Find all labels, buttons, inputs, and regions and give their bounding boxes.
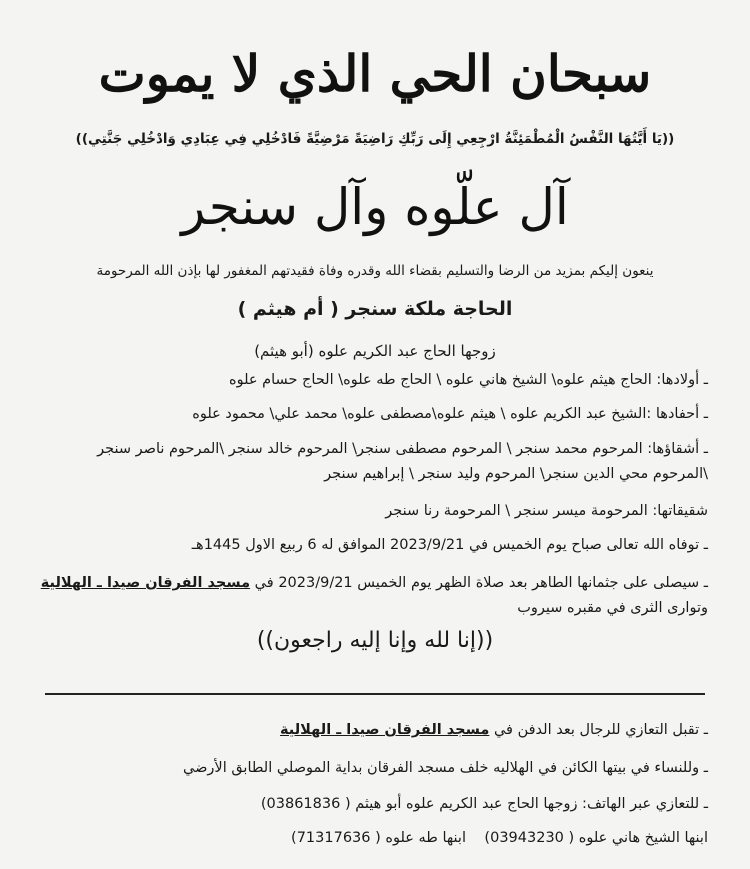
quran-phrase: ((إنا لله وإنا إليه راجعون)) <box>256 628 494 653</box>
funeral-text: ـ سيصلى على جثمانها الطاهر بعد صلاة الظهر يوم الخميس 2023/9/21 في <box>250 575 708 591</box>
condolence-women-line: ـ وللنساء في بيتها الكائن في الهلاليه خلف مسجد الفرقان بداية الموصلي الطابق الأرضي <box>183 760 708 776</box>
deceased-name: الحاجة ملكة سنجر ( أم هيثم ) <box>237 298 513 320</box>
children-line: ـ أولادها: الحاج هيثم علوه\ الشيخ هاني علوه \ الحاج طه علوه\ الحاج حسام علوه <box>228 372 708 388</box>
divider <box>45 693 705 695</box>
quran-verse: ((يَا أَيَّتُهَا النَّفْسُ الْمُطْمَئِنَّةُ ارْجِعِي إِلَى رَبِّكِ رَاضِيَةً مَرْضِيَّةً فَادْخُلِي فِي عِبَادِي وَادْخُلِي جَنَّتِي)) <box>75 131 675 147</box>
death-date-line: ـ توفاه الله تعالى صباح يوم الخميس في 2023/9/21 الموافق له 6 ربيع الاول 1445هـ <box>191 537 708 553</box>
funeral-burial: وتوارى الثرى في مقبره سيروب <box>517 600 708 616</box>
phone-husband-line: ـ للتعازي عبر الهاتف: زوجها الحاج عبد الكريم علوه أبو هيثم ( 03861836) <box>260 796 708 812</box>
grandchildren-line: ـ أحفادها :الشيخ عبد الكريم علوه \ هيثم علوه\مصطفى علوه\ محمد علي\ محمود علوه <box>192 406 708 422</box>
funeral-mosque: مسجد الفرقان صيدا ـ الهلالية <box>40 575 251 591</box>
phone-sons-line: ابنها الشيخ هاني علوه ( 03943230) ابنها طه علوه ( 71317636) <box>291 830 708 846</box>
condolence-mosque: مسجد الفرقان صيدا ـ الهلالية <box>280 722 490 738</box>
funeral-line <box>40 571 708 621</box>
intro-text: ينعون إليكم بمزيد من الرضا والتسليم بقضاء الله وقدره وفاة فقيدتهم المغفور لها بإذن الله المرحومة <box>96 263 654 279</box>
husband-line: زوجها الحاج عبد الكريم علوه (أبو هيثم) <box>254 342 496 360</box>
condolence-men-text: ـ تقبل التعازي للرجال بعد الدفن في <box>489 722 708 738</box>
headline: سبحان الحي الذي لا يموت <box>98 44 652 103</box>
sisters-line: شقيقاتها: المرحومة ميسر سنجر \ المرحومة رنا سنجر <box>385 503 708 519</box>
brothers-line: ـ أشقاؤها: المرحوم محمد سنجر \ المرحوم مصطفى سنجر\ المرحوم خالد سنجر \المرحوم ناصر سنجر \المرحوم محي الدين سنجر\ المرحوم وليد سنجر \ إبراهيم سنجر <box>97 441 708 482</box>
family-names: آل علّوه وآل سنجر <box>181 178 569 236</box>
condolence-men-line <box>280 722 708 738</box>
